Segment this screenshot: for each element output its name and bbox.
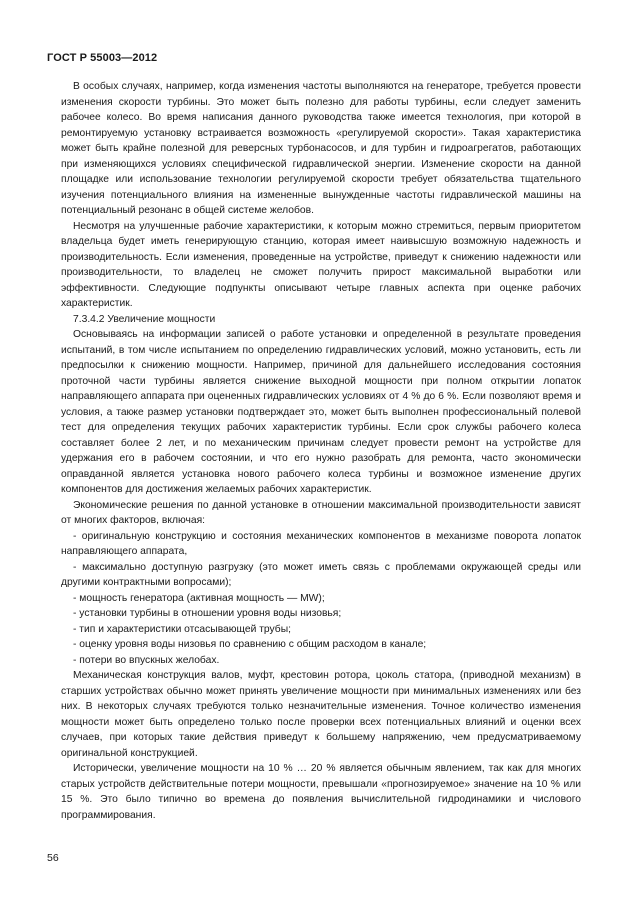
page-number: 56 xyxy=(47,852,59,864)
list-item: - установки турбины в отношении уровня воды низовья; xyxy=(73,608,342,619)
paragraph: Основываясь на информации записей о работе установки и определенной в результате проведения испытаний, в том числе испытанием по определению гидравлических условий, можно установить, есть ли предпосылки к снижению мощности. Например, причиной для дальнейшего исследования состояния проточной части турбины является снижение выходной мощности при полном открытии лопаток направляющего аппарата при оцененных гидравлических условиях от 4 % до 6 %. Если позволяют время и условия, а также размер установки подтверждает это, может быть выполнен профессиональный полевой тест для определения текущих рабочих характеристик турбины. Если срок службы рабочего колеса составляет более 2 лет, и по механическим причинам следует провести ремонт на устройстве для удержания его в рабочем состоянии, и что его нужно разобрать для ремонта, часто экономически оправданной является установка нового рабочего колеса турбины и возможное изменение других компонентов для достижения желаемых рабочих характеристик. xyxy=(61,329,581,495)
list-item: - оригинальную конструкцию и состояния механических компонентов в механизме поворота лопаток направляющего аппарата, xyxy=(61,530,581,557)
paragraph: В особых случаях, например, когда изменения частоты выполняются на генераторе, требуется провести изменения скорости турбины. Это может быть полезно для работы турбины, если следует заменить рабочее колесо. Во время написания данного руководства также имеется технология, при которой в ремонтируемую установку встраивается возможность «регулируемой скорости». Такая характеристика может быть крайне полезной для реверсных турбонасосов, и для турбин и гидроагрегатов, работающих при изменяющихся условиях специфической гидравлической энергии. Изменение скорости на данной площадке или использование технологии регулируемой скорости требует обязательства тщательного изучения потенциального влияния на измененные вынужденные частоты гидравлической машины на потенциальный резонанс в общей системе желобов. xyxy=(61,81,581,216)
list-item: - оценку уровня воды низовья по сравнению с общим расходом в канале; xyxy=(73,639,427,650)
list-item: - мощность генератора (активная мощность — MW); xyxy=(73,592,325,604)
paragraph: Экономические решения по данной установке в отношении максимальной производительности зависят от многих факторов, включая: xyxy=(61,499,581,526)
paragraph: Исторически, увеличение мощности на 10 % … 20 % является обычным явлением, так как для многих старых устройств действительные потери мощности, превышали «прогнозируемое» значение на 10 % или 15 %. Это было типично во времена до появления вычислительной гидродинамики и числового программирования. xyxy=(61,763,581,821)
document-body xyxy=(61,79,581,823)
list-item: - максимально доступную разгрузку (это может иметь связь с проблемами окружающей среды или другими контрактными вопросами); xyxy=(61,561,581,588)
document-header: ГОСТ Р 55003—2012 xyxy=(47,52,158,64)
paragraph: Механическая конструкция валов, муфт, крестовин ротора, цоколь статора, (приводной механизм) в старших устройствах обычно может принять увеличение мощности при минимальных изменениях или без них. В некоторых случаях требуются только незначительные изменения. Точное количество изменения мощности может быть определено только после проверки всех потенциальных влияний и оценки всех случаев, при которых такие действия приведут к большему напряжению, чем предусматриваемому оригинальной конструкцией. xyxy=(61,670,581,759)
list-item: - тип и характеристики отсасывающей трубы; xyxy=(73,623,291,635)
section-heading: 7.3.4.2 Увеличение мощности xyxy=(73,313,216,325)
paragraph: Несмотря на улучшенные рабочие характеристики, к которым можно стремиться, первым приоритетом владельца будет иметь генерирующую станцию, которая имеет наивысшую возможную надежность и производительность. Если изменения, проведенные на устройстве, приведут к снижению надежности или производительности, то владелец не сможет получить прирост максимальной выработки или эффективности. Следующие подпункты описывают четыре главных аспекта при оценке рабочих характеристик. xyxy=(61,220,581,309)
list-item: - потери во впускных желобах. xyxy=(73,654,220,666)
